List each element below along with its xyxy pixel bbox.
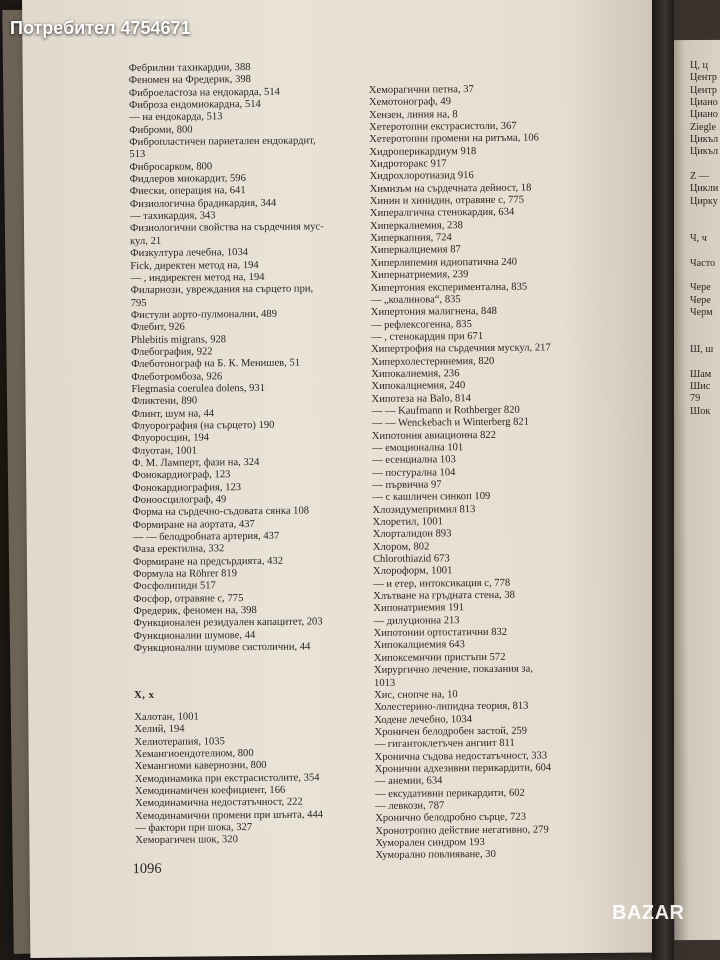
- index-entry: Хуморален синдром 193: [375, 836, 485, 849]
- index-entry: Phlebitis migrans, 928: [130, 333, 227, 346]
- index-entry: Хипокалиемия, 236: [371, 368, 460, 380]
- index-entry: — — Wenckebach и Winterberg 821: [371, 416, 530, 430]
- index-entry: Ходене лечебно, 1034: [374, 713, 473, 726]
- index-entry: [690, 159, 718, 171]
- index-column-left: [129, 61, 330, 847]
- index-entry: Хелиотерапия, 1035: [134, 735, 225, 748]
- index-entry: — , стенокардия при 671: [370, 330, 484, 343]
- index-column-right: [369, 83, 555, 862]
- index-entry: Цикъл: [690, 134, 719, 146]
- index-entry: — рефлексогенна, 835: [370, 318, 472, 331]
- index-entry: Шис: [690, 380, 711, 392]
- section-heading-h: Х, х: [134, 689, 155, 701]
- page-number: 1096: [132, 860, 162, 878]
- index-entry: Фредерик, феномен на, 398: [133, 605, 257, 618]
- index-entry: Ц, ц: [690, 60, 708, 71]
- index-entry: — левкози, 787: [375, 800, 445, 812]
- index-entry: 795: [130, 297, 147, 309]
- index-entry: Холестерино-липидна теория, 813: [374, 700, 529, 714]
- index-entry: [690, 356, 718, 368]
- index-entry: 513: [129, 149, 146, 161]
- index-entry: Хинин и хинидин, отравяне с, 775: [369, 194, 525, 208]
- index-entry: Хиперхолестеринемия, 820: [371, 355, 495, 368]
- index-entry: Хетеротопни промени на ритъма, 106: [369, 132, 539, 146]
- index-entry: — — Kaufmann и Rothberger 820: [371, 404, 520, 417]
- index-entry: Хидроторакс 917: [369, 158, 447, 171]
- index-entry: Хлороформ, 1001: [372, 565, 453, 578]
- index-entry: Флуотан, 1001: [131, 445, 197, 457]
- index-entry: Флеботонограф на Б. К. Менишев, 51: [131, 357, 301, 371]
- index-entry: Хипотонии ортостатични 832: [373, 626, 508, 640]
- index-entry: Филариози, увреждания на сърцето при,: [130, 283, 314, 297]
- index-entry: Хлоретил, 1001: [372, 516, 443, 528]
- index-entry: Хлозидумепримил 813: [372, 503, 476, 516]
- index-entry: Формиране на аортата, 437: [132, 518, 255, 531]
- index-entry: — „коалинова“, 835: [370, 294, 461, 306]
- index-entry: Хронични адхезивни перикардити, 604: [374, 762, 552, 775]
- index-entry: Фиброза ендомиокардна, 514: [128, 98, 261, 112]
- index-entry: Циано: [690, 97, 718, 109]
- index-entry: Черм: [690, 306, 713, 318]
- index-entry: Фиброми, 800: [129, 124, 193, 136]
- index-entry: Фибросарком, 800: [129, 161, 213, 173]
- index-entry: Хиперкапния, 724: [370, 232, 452, 245]
- index-entry: — първична 97: [372, 479, 442, 491]
- index-entry: Фонокардиограф, 123: [132, 469, 231, 482]
- index-entry: Фибропластичен париетален ендокардит,: [129, 135, 316, 149]
- index-entry: Фосфор, отравяне с, 775: [133, 592, 244, 605]
- index-entry: Хирургично лечение, показания за,: [373, 663, 534, 677]
- index-entry: Фонокардиография, 123: [132, 481, 242, 494]
- index-entry: — фактори при шока, 327: [135, 821, 253, 834]
- index-entry: — , индиректен метод на, 194: [130, 271, 265, 284]
- book-gutter: [652, 0, 674, 960]
- index-entry: Хемотонограф, 49: [368, 96, 452, 109]
- index-entry: Хронотропно действие негативно, 279: [375, 824, 549, 837]
- index-entry: — — белодробната артерия, 437: [132, 530, 280, 544]
- index-section-h-continued: [369, 83, 555, 862]
- index-entry: Хипотеза на Balo, 814: [371, 392, 471, 405]
- index-entry: Flegmasia coerulea dolens, 931: [131, 382, 266, 395]
- index-entry: Флуорография (на сърцето) 190: [131, 419, 275, 433]
- index-entry: Хеморагични петна, 37: [368, 84, 474, 96]
- index-entry: Хипокалциемия, 240: [371, 380, 466, 393]
- index-entry: — ексудативни перикардити, 602: [374, 787, 525, 800]
- index-entry: Хронично белодробно сърце, 723: [375, 811, 527, 825]
- index-entry: — тахикардия, 343: [129, 210, 216, 223]
- index-entry: — емоционална 101: [371, 442, 464, 454]
- index-entry: Цирку: [690, 195, 718, 207]
- facing-page-entries: [690, 60, 718, 418]
- bazar-logo-watermark: BAZAR: [612, 902, 685, 924]
- index-entry: кул, 21: [130, 235, 162, 247]
- index-entry: Шок: [690, 405, 711, 417]
- index-entry: Фоноосцилограф, 49: [132, 494, 227, 507]
- index-entry: — есенциална 103: [372, 454, 456, 467]
- index-entry: Хемодинамични промени при шънта, 444: [135, 808, 324, 822]
- index-entry: [690, 332, 718, 344]
- index-entry: Хиперлипемия идиопатична 240: [370, 256, 518, 269]
- index-entry: Цикли: [690, 183, 719, 195]
- index-section-f: [129, 61, 328, 655]
- index-entry: [690, 270, 718, 282]
- index-entry: 79: [690, 393, 701, 405]
- index-entry: Чере: [690, 294, 711, 306]
- index-entry: Хипертония експериментална, 835: [370, 281, 528, 294]
- index-entry: Хронична съдова недостатъчност, 333: [374, 750, 548, 763]
- index-entry: Хлором, 802: [372, 541, 430, 553]
- index-entry: Хемодинамика при екстрасистолите, 354: [134, 771, 320, 785]
- facing-page-column: [690, 60, 718, 418]
- index-entry: [690, 319, 718, 331]
- book-page: [22, 0, 660, 958]
- index-entry: — дилуционна 213: [373, 614, 460, 627]
- index-entry: Формула на Röhrer 819: [133, 568, 238, 581]
- index-entry: Часто: [690, 257, 716, 269]
- index-entry: Флебит, 926: [130, 321, 185, 334]
- index-entry: Функционален резидуален капацитет, 203: [133, 616, 323, 630]
- index-entry: Хидрохлоротиазид 916: [369, 170, 474, 183]
- index-entry: Фликтени, 890: [131, 395, 198, 408]
- index-entry: Флинт, шум на, 44: [131, 407, 215, 420]
- index-entry: Хипоксемични пристъпи 572: [373, 651, 506, 664]
- index-entry: Хипокалциемия 643: [373, 639, 465, 652]
- index-entry: Хипералгична стенокардия, 634: [369, 207, 515, 220]
- index-entry: Хлорталидон 893: [372, 528, 452, 541]
- index-entry: [690, 208, 718, 220]
- index-entry: Ф. М. Ламперт, фази на, 324: [132, 456, 260, 470]
- index-entry: Флебография, 922: [131, 346, 213, 358]
- index-entry: Хеморагичен шок, 320: [135, 834, 238, 847]
- index-entry: Функционални шумове систолични, 44: [133, 641, 311, 655]
- index-entry: Хуморално повлияване, 30: [375, 849, 496, 862]
- index-entry: Хидроперикардиум 918: [369, 145, 477, 158]
- index-entry: Физкултура лечебна, 1034: [130, 247, 249, 260]
- index-entry: Хензен, линия на, 8: [369, 108, 458, 121]
- index-entry: Химизъм на сърдечната дейност, 18: [369, 182, 532, 195]
- user-watermark: Потребител 4754671: [10, 18, 191, 38]
- index-entry: Хемодинамичен коефициент, 166: [134, 784, 286, 797]
- index-entry: Хемангиоендотелиом, 800: [134, 747, 254, 760]
- index-entry: Фиески, операция на, 641: [129, 185, 246, 198]
- index-entry: Флуоросцин, 194: [131, 432, 210, 445]
- index-entry: Халотан, 1001: [134, 711, 199, 723]
- index-entry: Chlorothiazid 673: [372, 553, 450, 566]
- index-entry: — и етер, интоксикация с, 778: [373, 577, 511, 590]
- index-entry: — гигантоклетъчен ангиит 811: [374, 737, 515, 751]
- index-entry: Чере: [690, 282, 711, 294]
- index-entry: Центр: [690, 84, 718, 96]
- index-entry: Формиране на предсърдията, 432: [132, 555, 284, 568]
- index-entry: Хемодинамична недостатъчност, 222: [135, 796, 303, 810]
- index-entry: Fick, директен метод на, 194: [130, 259, 259, 272]
- index-entry: Хетеротопни екстрасистоли, 367: [369, 120, 517, 134]
- index-entry: Ч, ч: [690, 232, 707, 244]
- index-entry: Хипертония малигнена, 848: [370, 306, 497, 319]
- index-entry: Фистули аорто-пулмонални, 489: [130, 308, 278, 321]
- index-entry: Хроничен белодробен застой, 259: [374, 725, 528, 738]
- index-entry: 1013: [373, 677, 396, 689]
- index-entry: Феномен на Фредерик, 398: [128, 74, 251, 87]
- index-entry: Форма на сърдечно-съдовата сянка 108: [132, 505, 310, 519]
- index-entry: [690, 220, 718, 232]
- index-entry: Хиперкалциемия 87: [370, 244, 461, 257]
- index-entry: Циано: [690, 109, 718, 121]
- index-entry: Фиброеластоза на ендокарда, 514: [128, 86, 280, 99]
- index-entry: — с кашличен синкоп 109: [372, 491, 491, 504]
- index-entry: Хипонатриемия 191: [373, 602, 465, 615]
- index-entry: Физиологична брадикардия, 344: [129, 197, 277, 210]
- index-entry: — на ендокарда, 513: [129, 111, 223, 124]
- index-entry: Фаза еректилна, 332: [132, 543, 225, 556]
- index-entry: Физиологични свойства на сърдечния мус-: [129, 221, 324, 235]
- index-entry: Цикъл: [690, 146, 719, 158]
- index-entry: — постурална 104: [372, 466, 456, 479]
- index-entry: Ziegle: [690, 121, 717, 133]
- index-entry: Хлътване на гръдната стена, 38: [373, 589, 515, 603]
- index-entry: Хис, снопче на, 10: [374, 689, 458, 701]
- index-entry: Хиперкалиемия, 238: [369, 219, 463, 232]
- index-entry: Центр: [690, 72, 718, 84]
- index-entry: Хемангиоми кавернозни, 800: [134, 760, 267, 773]
- index-entry: Функционални шумове, 44: [133, 629, 256, 642]
- index-entry: [690, 245, 718, 257]
- index-entry: Фосфолипиди 517: [133, 580, 216, 593]
- index-entry: Хипотония авиационна 822: [371, 429, 496, 442]
- index-entry: Хипернатриемия, 239: [370, 269, 469, 282]
- index-entry: Ш, ш: [690, 343, 714, 355]
- index-entry: Шам: [690, 368, 712, 380]
- index-entry: Хипертрофия на сърдечния мускул, 217: [371, 342, 551, 356]
- index-entry: — анемии, 634: [374, 775, 443, 788]
- index-entry: Хелий, 194: [134, 723, 185, 736]
- index-entry: Фидлеров миокардит, 596: [129, 173, 246, 186]
- index-entry: Z —: [690, 171, 709, 183]
- index-section-h: [134, 710, 329, 847]
- index-entry: Фебрилни тахикардии, 388: [128, 62, 251, 75]
- index-entry: Флеботромбоза, 926: [131, 370, 223, 383]
